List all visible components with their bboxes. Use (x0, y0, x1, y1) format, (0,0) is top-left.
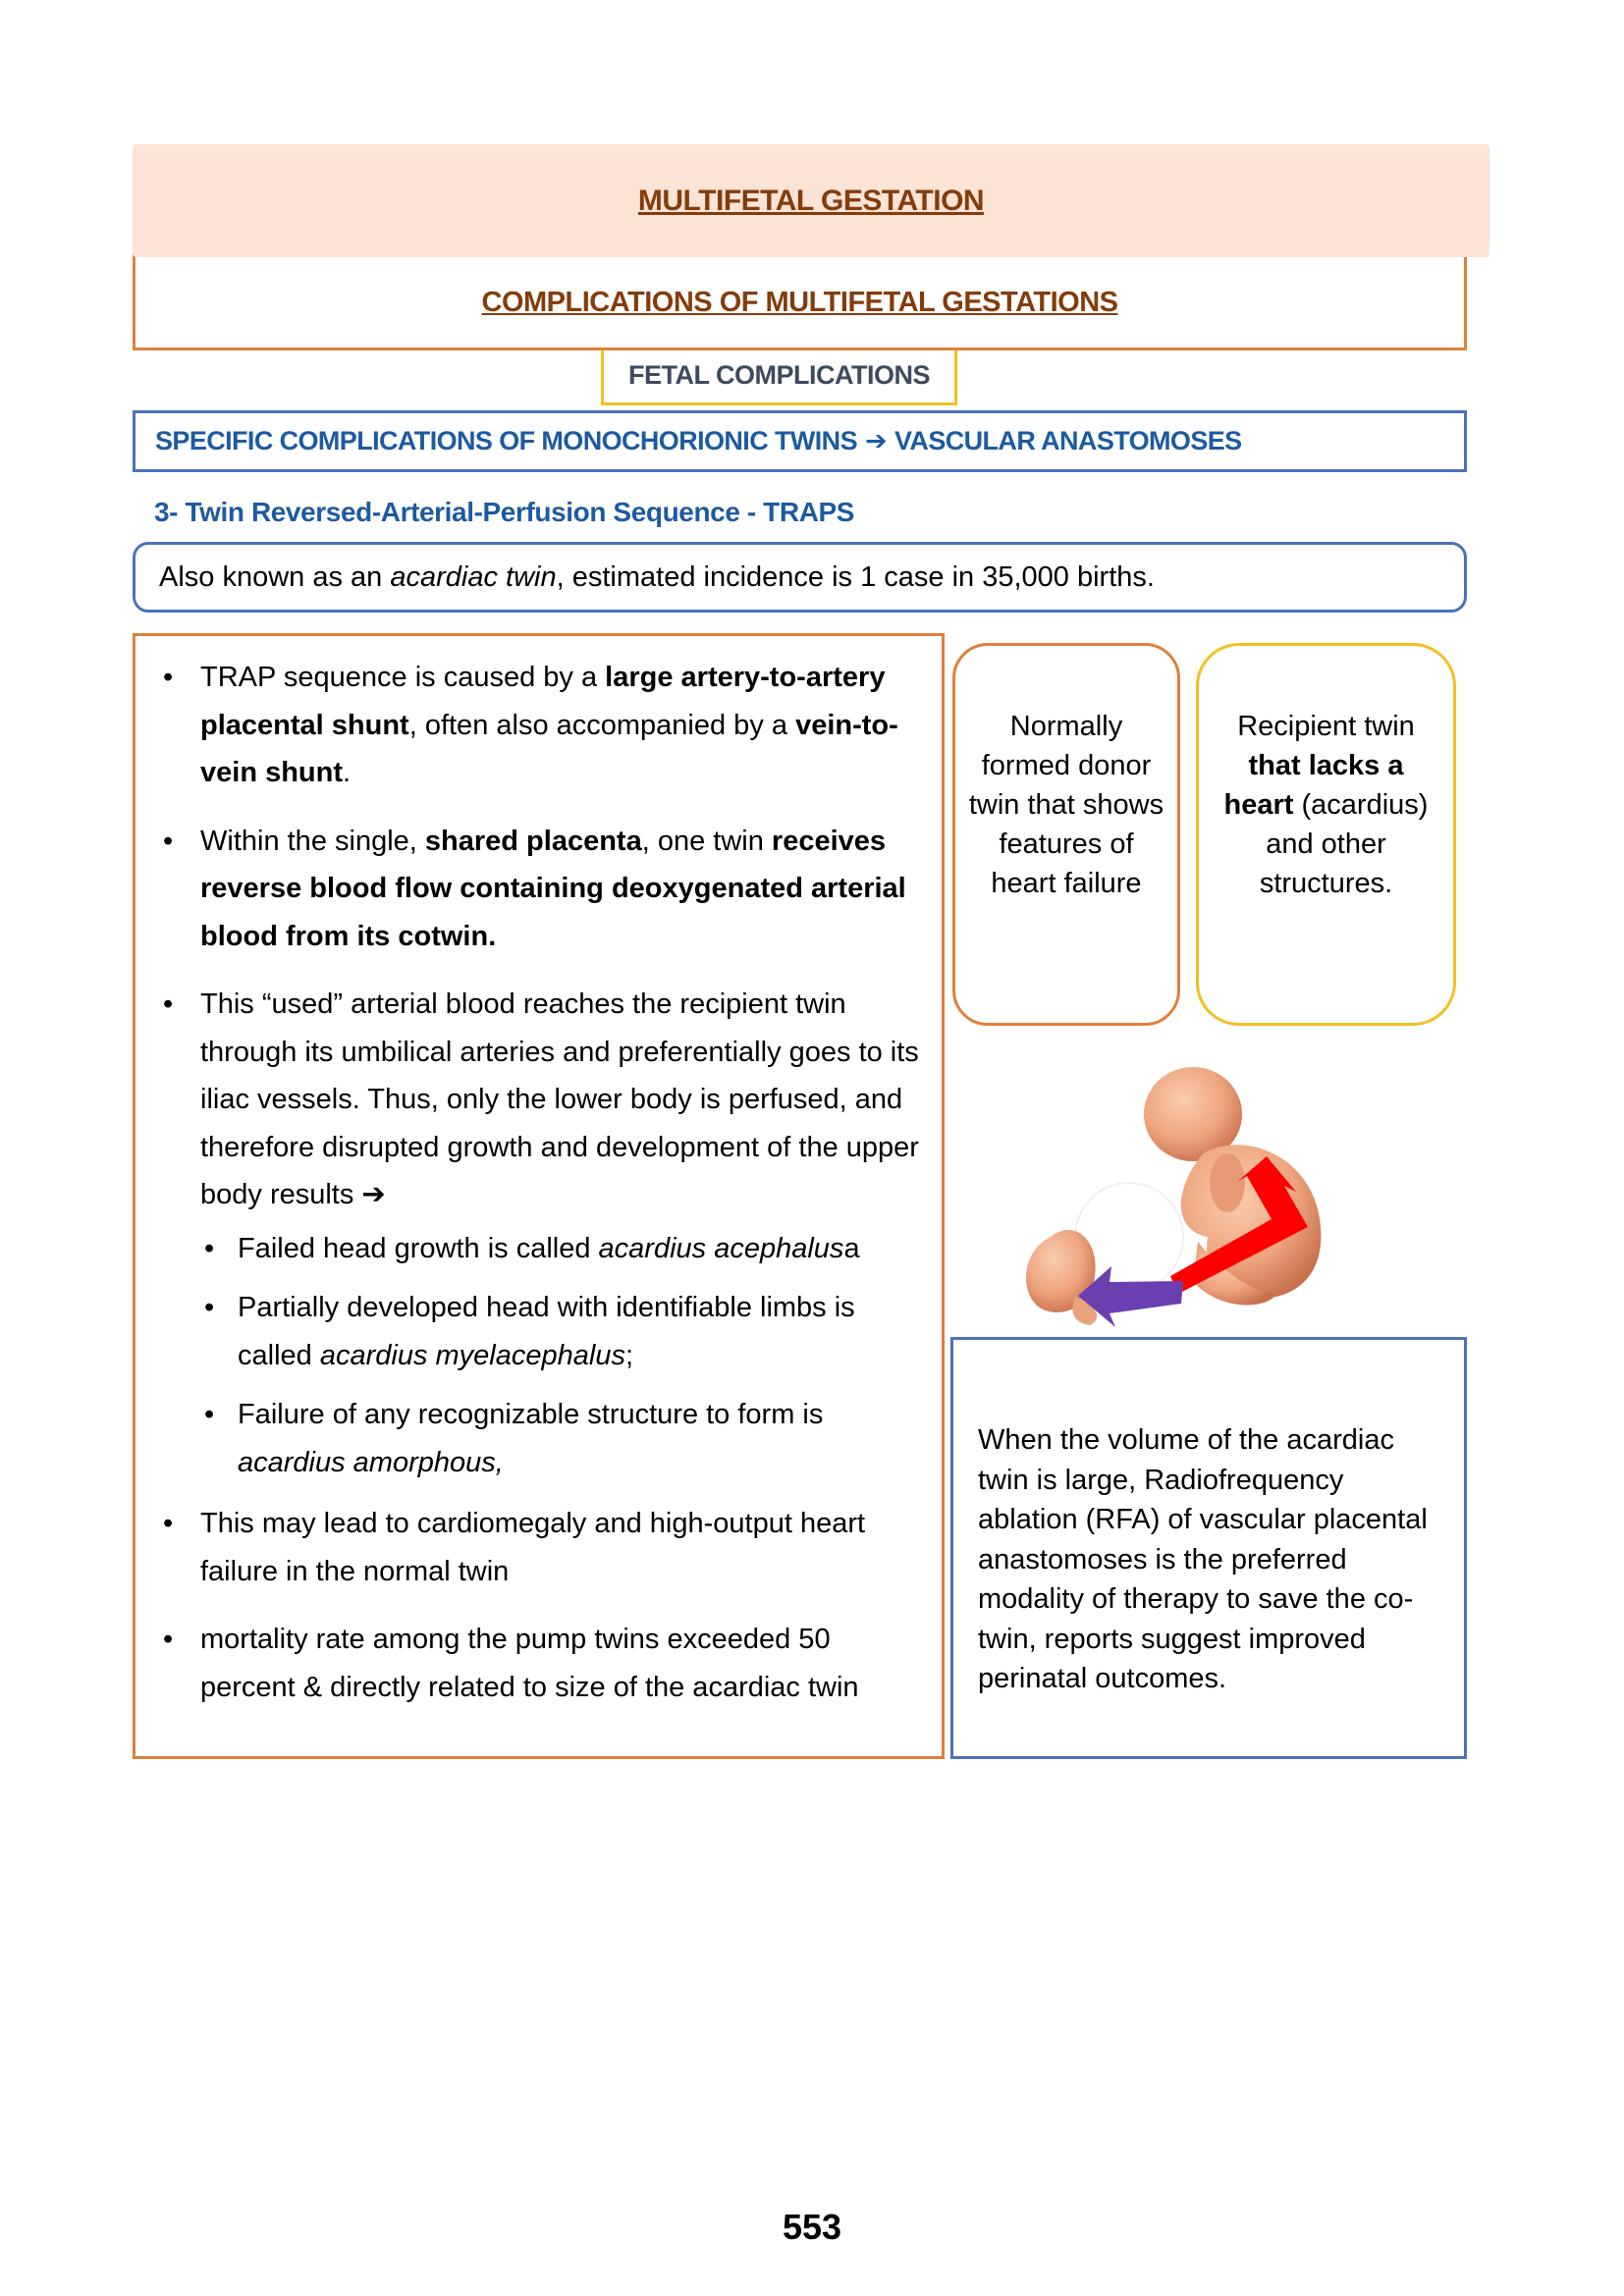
fetus-twins-icon (1021, 1060, 1355, 1330)
topic-heading: 3- Twin Reversed-Arterial-Perfusion Sequence - TRAPS (154, 497, 855, 527)
intro-italic-term: acardiac twin (390, 561, 557, 593)
bullet-item: • TRAP sequence is caused by a large artery-to-artery placental shunt, often also accompanied by a vein-to-vein shunt. (155, 654, 922, 797)
bullet-list (155, 654, 922, 1711)
bullet-item: • Within the single, shared placenta, one twin receives reverse blood flow containing deoxygenated arterial blood from its cotwin. (155, 818, 922, 961)
category-label: FETAL COMPLICATIONS (628, 360, 930, 390)
intro-box (133, 542, 1467, 613)
section-banner (133, 410, 1467, 472)
category-tab (601, 348, 957, 405)
rfa-therapy-box (950, 1337, 1467, 1759)
recipient-twin-box (1196, 643, 1456, 1026)
right-arrow-icon: ➔ (865, 426, 888, 455)
bullet-item: • mortality rate among the pump twins exceeded 50 percent & directly related to size of the acardiac twin (155, 1616, 922, 1711)
sub-bullet-group (155, 1225, 922, 1487)
sub-bullet-item: • Partially developed head with identifiable limbs is called acardius myelacephalus; (155, 1284, 922, 1379)
sub-bullet-item: • Failed head growth is called acardius acephalusa (155, 1225, 922, 1273)
bullet-item: • This may lead to cardiomegaly and high-output heart failure in the normal twin (155, 1500, 922, 1595)
section-right: VASCULAR ANASTOMOSES (894, 426, 1242, 455)
traps-illustration (1021, 1060, 1355, 1330)
section-subtitle: COMPLICATIONS OF MULTIFETAL GESTATIONS (481, 287, 1118, 318)
section-left: SPECIFIC COMPLICATIONS OF MONOCHORIONIC TWINS (155, 426, 857, 455)
right-arrow-icon: ➔ (361, 1179, 386, 1210)
page-number: 553 (782, 2207, 842, 2247)
chapter-title: MULTIFETAL GESTATION (637, 184, 985, 217)
bullet-item: • This “used” arterial blood reaches the recipient twin through its umbilical arteries and preferentially goes to its iliac vessels. Thus, only the lower body is perfused, and therefore disrupted growth and development of the upper body results ➔ (155, 981, 922, 1219)
rfa-therapy-text: When the volume of the acardiac twin is large, Radiofrequency ablation (RFA) of vascular placental anastomoses is the preferred modality of therapy to save the co-twin, reports suggest improved perinatal outcomes. (978, 1424, 1428, 1694)
subtitle-box (133, 250, 1467, 350)
chapter-title-band (133, 144, 1489, 257)
mechanism-box (133, 633, 945, 1759)
recipient-twin-text: Recipient twin that lacks a heart (acardius) and other structures. (1223, 711, 1429, 899)
donor-twin-text: Normally formed donor twin that shows features of heart failure (968, 711, 1164, 899)
donor-twin-box (952, 643, 1180, 1026)
intro-text: Also known as an acardiac twin, estimated incidence is 1 case in 35,000 births. (159, 561, 1155, 593)
sub-bullet-item: • Failure of any recognizable structure to form is acardius amorphous, (155, 1391, 922, 1486)
